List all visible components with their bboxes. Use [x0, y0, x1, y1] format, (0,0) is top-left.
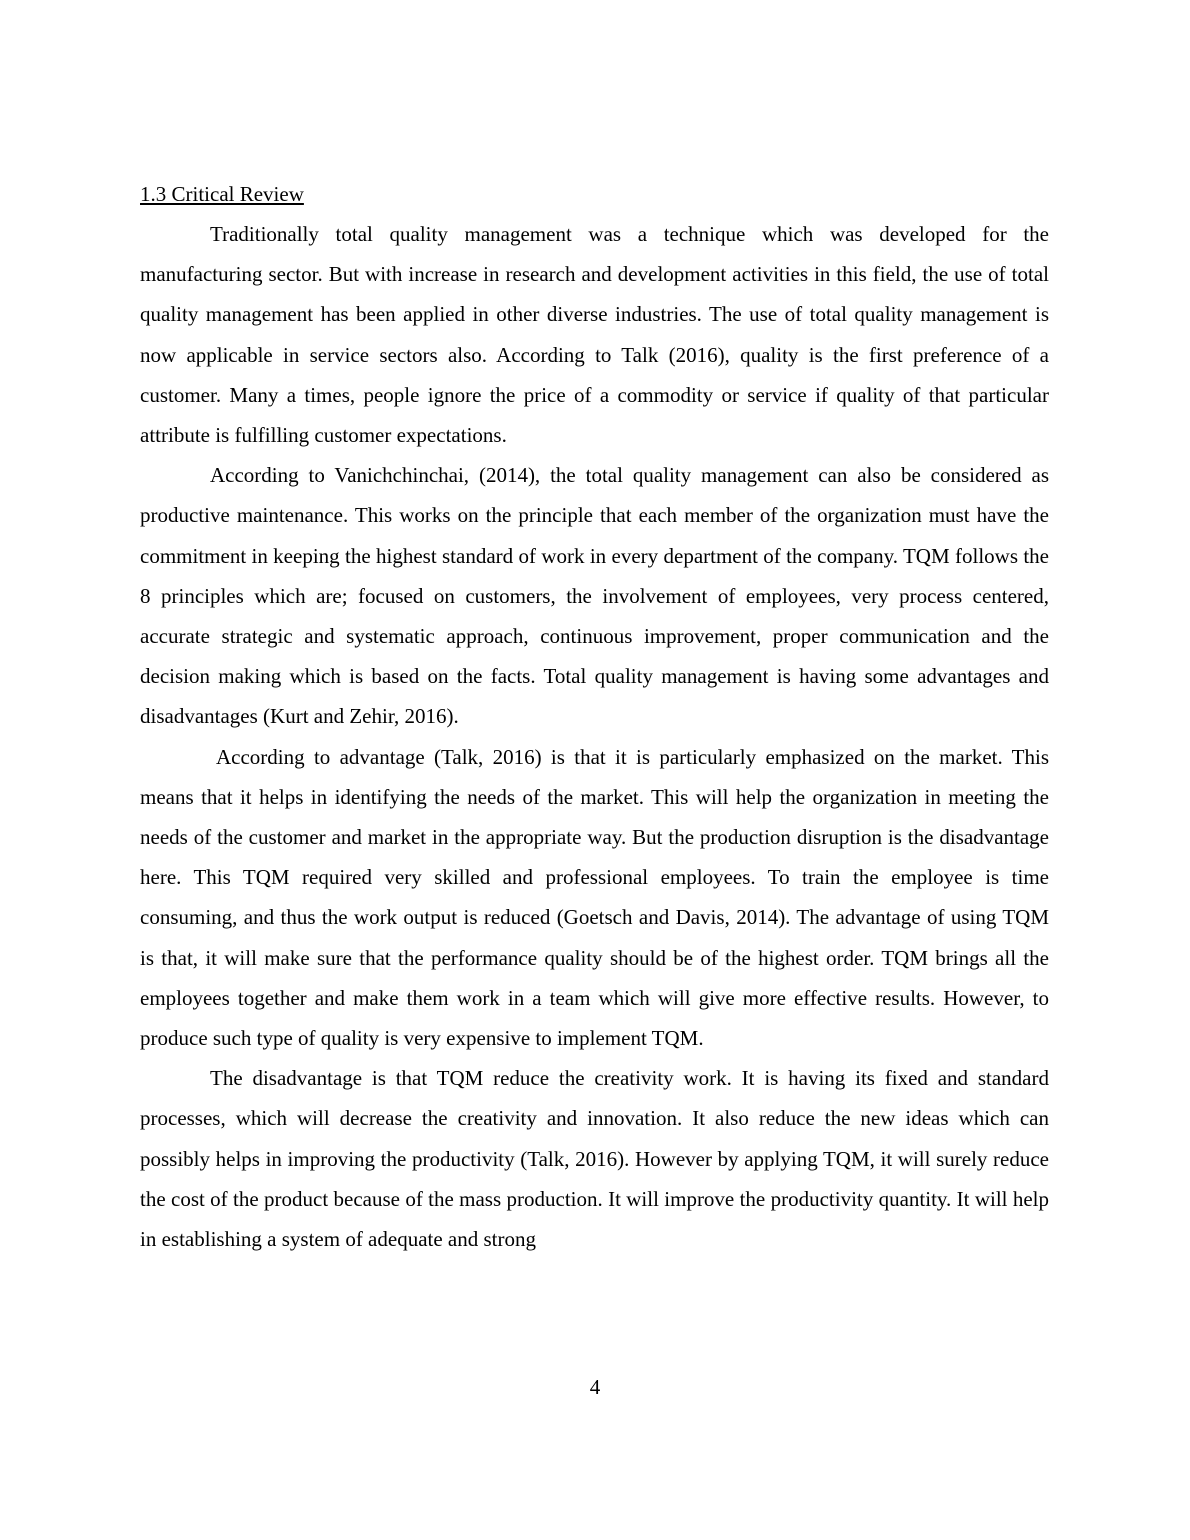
- paragraph-4: The disadvantage is that TQM reduce the creativity work. It is having its fixed and standard processes, which will decrease the creativity and innovation. It also reduce the new ideas which can possibly helps in improving the productivity (Talk, 2016). However by applying TQM, it will surely reduce the cost of the product because of the mass production. It will improve the productivity quantity. It will help in establishing a system of adequate and strong: [140, 1066, 1049, 1252]
- page-content: [140, 178, 1049, 1259]
- page-number: 4: [589, 1375, 601, 1399]
- paragraph-2: According to Vanichchinchai, (2014), the total quality management can also be considered as productive maintenance. This works on the principle that each member of the organization must have the commitment in keeping the highest standard of work in every department of the company. TQM follows the 8 principles which are; focused on customers, the involvement of employees, very process centered, accurate strategic and systematic approach, continuous improvement, proper communication and the decision making which is based on the facts. Total quality management is having some advantages and disadvantages (Kurt and Zehir, 2016).: [140, 463, 1049, 729]
- paragraph-1: Traditionally total quality management was a technique which was developed for the manufacturing sector. But with increase in research and development activities in this field, the use of total quality management has been applied in other diverse industries. The use of total quality management is now applicable in service sectors also. According to Talk (2016), quality is the first preference of a customer. Many a times, people ignore the price of a commodity or service if quality of that particular attribute is fulfilling customer expectations.: [140, 222, 1049, 448]
- section-heading: 1.3 Critical Review: [140, 182, 304, 206]
- paragraph-3: According to advantage (Talk, 2016) is that it is particularly emphasized on the market. This means that it helps in identifying the needs of the market. This will help the organization in meeting the needs of the customer and market in the appropriate way. But the production disruption is the disadvantage here. This TQM required very skilled and professional employees. To train the employee is time consuming, and thus the work output is reduced (Goetsch and Davis, 2014). The advantage of using TQM is that, it will make sure that the performance quality should be of the highest order. TQM brings all the employees together and make them work in a team which will give more effective results. However, to produce such type of quality is very expensive to implement TQM.: [140, 744, 1049, 1051]
